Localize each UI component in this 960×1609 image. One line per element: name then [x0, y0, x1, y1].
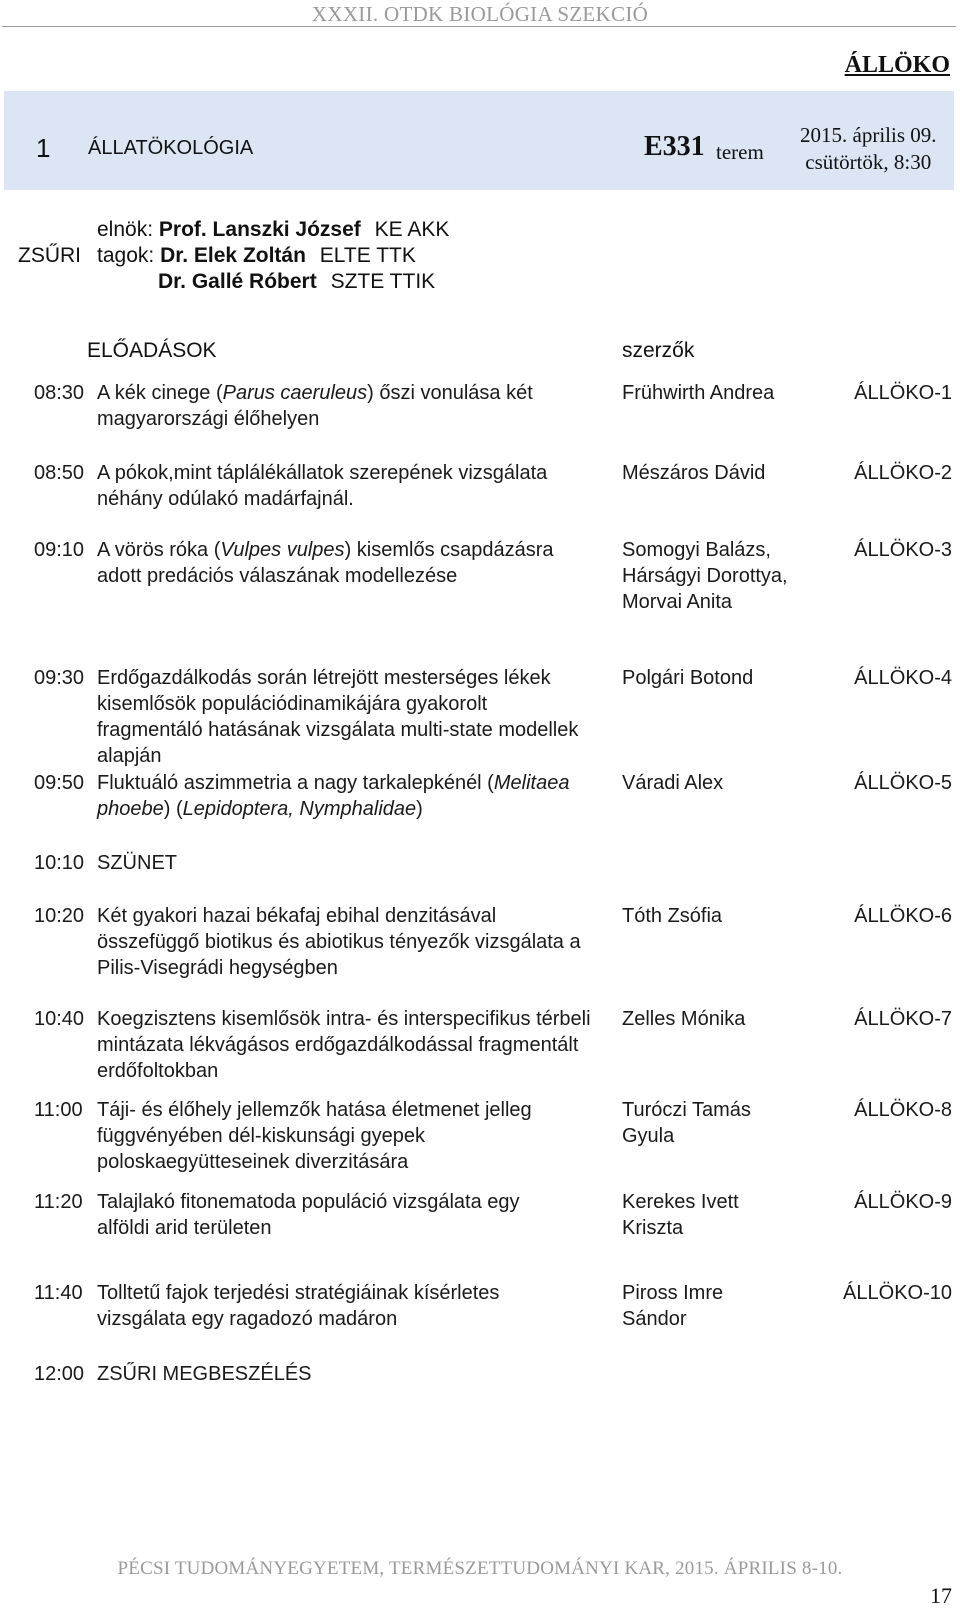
- talk-time: 09:30: [34, 667, 85, 689]
- talk-time: 09:50: [34, 772, 85, 794]
- talk-title: Tolltetű fajok terjedési stratégiáinak kísérletes vizsgálata egy ragadozó madáron: [97, 1282, 500, 1330]
- break-label: SZÜNET: [97, 852, 177, 874]
- break-time: 10:10: [34, 852, 85, 874]
- talk-code: ÁLLÖKO-5: [854, 772, 952, 794]
- talk-title: Táji- és élőhely jellemzők hatása életmenet jelleg függvényében dél-kiskunsági gyepek poloskaegyütteseinek diverzitására: [97, 1099, 532, 1173]
- talk-time: 08:50: [34, 462, 85, 484]
- talk-code: ÁLLÖKO-8: [854, 1099, 952, 1121]
- talk-title: Talajlakó fitonematoda populáció vizsgálata egy alföldi arid területen: [97, 1191, 520, 1239]
- talk-time: 11:20: [34, 1191, 83, 1213]
- talk-time: 09:10: [34, 539, 85, 561]
- running-header: XXXII. OTDK BIOLÓGIA SZEKCIÓ: [311, 2, 649, 26]
- talk-code: ÁLLÖKO-9: [854, 1191, 952, 1213]
- talk-code: ÁLLÖKO-7: [854, 1008, 952, 1030]
- jury-label: ZSŰRI: [18, 244, 81, 267]
- header-rule: [2, 26, 956, 27]
- jury-discussion-time: 12:00: [34, 1363, 85, 1385]
- talk-title: A vörös róka (Vulpes vulpes) kisemlős csapdázásra adott predációs válaszának modellezése: [97, 539, 554, 587]
- jury-member-2: Dr. Gallé Róbert SZTE TTIK: [158, 270, 436, 293]
- section-title: ÁLLATÖKOLÓGIA: [88, 137, 254, 159]
- talk-title: A pókok,mint táplálékállatok szerepének vizsgálata néhány odúlakó madárfajnál.: [97, 462, 548, 510]
- footer: PÉCSI TUDOMÁNYEGYETEM, TERMÉSZETTUDOMÁNYI KAR, 2015. ÁPRILIS 8-10.: [117, 1558, 843, 1579]
- jury-chair: elnök: Prof. Lanszki József KE AKK: [97, 218, 450, 241]
- talk-code: ÁLLÖKO-2: [854, 462, 952, 484]
- session-time: csütörtök, 8:30: [805, 150, 932, 174]
- talk-code: ÁLLÖKO-4: [854, 667, 952, 689]
- room-number: E331: [644, 131, 705, 162]
- talk-title: Két gyakori hazai békafaj ebihal denzitásával összefüggő biotikus és abiotikus tényezők vizsgálata a Pilis-Visegrádi hegységben: [97, 905, 581, 979]
- talks-heading: ELŐADÁSOK: [87, 339, 217, 362]
- talk-title: Erdőgazdálkodás során létrejött mesterséges lékek kisemlősök populációdinamikájára gyakorolt fragmentáló hatásának vizsgálata multi-state modellek alapján: [97, 667, 579, 767]
- room-word: terem: [716, 140, 764, 164]
- talk-authors: Váradi Alex: [622, 772, 724, 794]
- talk-time: 08:30: [34, 382, 85, 404]
- authors-heading: szerzők: [622, 339, 695, 362]
- talk-authors: Mészáros Dávid: [622, 462, 766, 484]
- talk-authors: Tóth Zsófia: [622, 905, 723, 927]
- talk-time: 11:40: [34, 1282, 83, 1304]
- talk-authors: Piross Imre Sándor: [622, 1282, 724, 1330]
- talk-authors: Turóczi Tamás Gyula: [622, 1099, 751, 1147]
- talk-time: 10:40: [34, 1008, 85, 1030]
- talk-code: ÁLLÖKO-10: [843, 1282, 952, 1304]
- session-datetime: [800, 122, 937, 176]
- talk-authors: Polgári Botond: [622, 667, 754, 689]
- jury-member-1: tagok: Dr. Elek Zoltán ELTE TTK: [97, 244, 416, 267]
- talk-title: Fluktuáló aszimmetria a nagy tarkalepkénél (Melitaea phoebe) (Lepidoptera, Nymphalidae): [97, 772, 570, 820]
- talk-code: ÁLLÖKO-6: [854, 905, 952, 927]
- talk-authors: Kerekes Ivett Kriszta: [622, 1191, 739, 1239]
- talk-authors: Zelles Mónika: [622, 1008, 746, 1030]
- section-number: 1: [36, 133, 51, 163]
- talk-time: 11:00: [34, 1099, 83, 1121]
- page-number: 17: [930, 1583, 952, 1608]
- jury-discussion-label: ZSŰRI MEGBESZÉLÉS: [97, 1363, 312, 1385]
- talk-title: Koegzisztens kisemlősök intra- és interspecifikus térbeli mintázata lékvágásos erdőgazdálkodással fragmentált erdőfoltokban: [97, 1008, 591, 1082]
- talk-authors: Frühwirth Andrea: [622, 382, 775, 404]
- talk-time: 10:20: [34, 905, 85, 927]
- session-date: 2015. április 09.: [800, 123, 937, 147]
- talk-code: ÁLLÖKO-3: [854, 539, 952, 561]
- talk-authors: Somogyi Balázs, Hárságyi Dorottya, Morvai Anita: [622, 539, 788, 613]
- talk-code: ÁLLÖKO-1: [854, 382, 952, 404]
- talk-title: A kék cinege (Parus caeruleus) őszi vonulása két magyarországi élőhelyen: [97, 382, 533, 430]
- section-code: ÁLLÖKO: [844, 52, 950, 78]
